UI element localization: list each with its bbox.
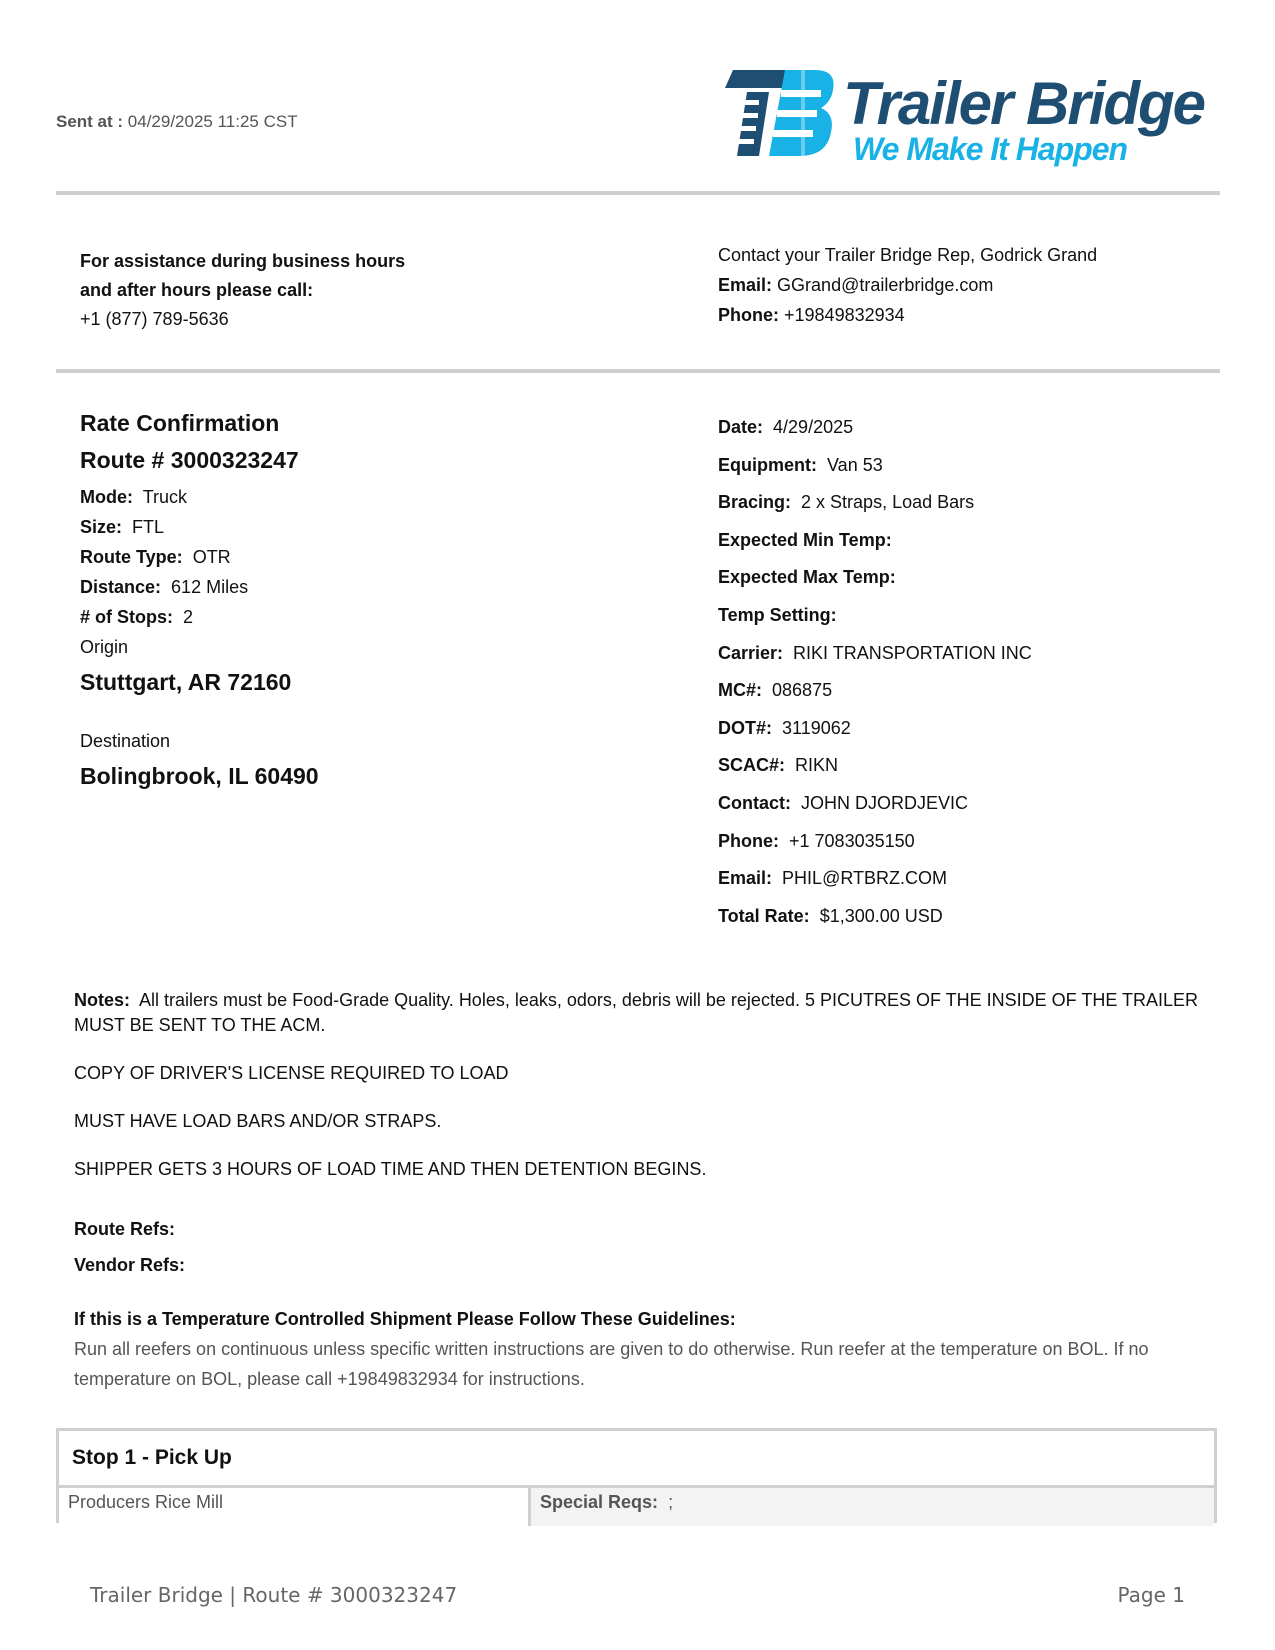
- detail-value[interactable]: PHIL@RTBRZ.COM: [782, 868, 947, 889]
- detail-row: [718, 675, 1032, 713]
- rep-phone-label: Phone:: [718, 305, 779, 325]
- logo-tagline: We Make It Happen: [853, 131, 1128, 167]
- destination-label: Destination: [80, 731, 171, 751]
- distance-label: Distance:: [80, 577, 162, 597]
- notes-block: [74, 988, 1224, 1205]
- rep-phone: +19849832934: [784, 305, 905, 325]
- stop-1-special-reqs: [531, 1488, 1214, 1526]
- detail-value: +1 7083035150: [789, 830, 915, 851]
- assistance-block: [80, 247, 405, 334]
- detail-row: [718, 487, 1032, 525]
- rep-line: Contact your Trailer Bridge Rep, Godrick Grand: [718, 245, 1098, 265]
- divider-top: [56, 191, 1220, 195]
- stop-1-facility: Producers Rice Mill: [59, 1488, 531, 1526]
- assistance-line2: and after hours please call:: [80, 280, 314, 300]
- load-details: [718, 412, 1032, 938]
- detail-row: [718, 600, 1032, 638]
- trailer-bridge-logo: [725, 68, 1225, 173]
- detail-label: SCAC#:: [718, 755, 786, 776]
- detail-label: Expected Max Temp:: [718, 567, 896, 588]
- detail-value: $1,300.00 USD: [819, 905, 943, 926]
- detail-value: 4/29/2025: [773, 417, 854, 437]
- detail-value: JOHN DJORDJEVIC: [801, 792, 969, 813]
- detail-value: RIKN: [795, 755, 839, 776]
- destination-value: Bolingbrook, IL 60490: [80, 763, 319, 789]
- notes-p1: All trailers must be Food-Grade Quality. Holes, leaks, odors, debris will be rejected. 5 PICUTRES OF THE INSIDE OF THE TRAILER MUST BE SENT TO THE ACM.: [74, 990, 1199, 1035]
- sent-at: [56, 112, 298, 132]
- detail-row: [718, 901, 1032, 939]
- detail-value: 086875: [772, 680, 833, 701]
- page-title: Rate Confirmation: [80, 410, 280, 436]
- sent-at-value: 04/29/2025 11:25 CST: [127, 112, 298, 131]
- sent-at-label: Sent at :: [56, 112, 124, 131]
- guidelines-text: Run all reefers on continuous unless specific written instructions are given to do otherwise. Run reefer at the temperature on BOL. If no temperature on BOL, please call +19849832934 for instructions.: [74, 1339, 1149, 1389]
- detail-row: [718, 562, 1032, 600]
- detail-row: [718, 826, 1032, 864]
- detail-value: RIKI TRANSPORTATION INC: [793, 642, 1032, 663]
- route-number: Route # 3000323247: [80, 447, 299, 473]
- notes-p3: MUST HAVE LOAD BARS AND/OR STRAPS.: [74, 1111, 442, 1131]
- detail-row: [718, 638, 1032, 676]
- guidelines-title: If this is a Temperature Controlled Shipment Please Follow These Guidelines:: [74, 1309, 736, 1329]
- detail-label: Date:: [718, 417, 764, 437]
- detail-label: Contact:: [718, 792, 791, 813]
- mode-value: Truck: [142, 487, 188, 507]
- size-label: Size:: [80, 517, 123, 537]
- detail-label: Carrier:: [718, 642, 784, 663]
- stop-1-title: Stop 1 - Pick Up: [59, 1431, 1214, 1488]
- detail-label: Bracing:: [718, 492, 792, 513]
- notes-p4: SHIPPER GETS 3 HOURS OF LOAD TIME AND THEN DETENTION BEGINS.: [74, 1159, 707, 1179]
- special-reqs-value: ;: [668, 1492, 674, 1512]
- route-type-label: Route Type:: [80, 547, 183, 567]
- detail-label: Temp Setting:: [718, 604, 837, 625]
- footer-page-number: Page 1: [1117, 1583, 1185, 1607]
- notes-label: Notes:: [74, 990, 131, 1010]
- route-title-block: [80, 410, 299, 484]
- detail-value: Van 53: [827, 454, 883, 475]
- detail-value: 2 x Straps, Load Bars: [801, 492, 975, 513]
- tb-monogram: [725, 68, 834, 158]
- refs-block: [74, 1219, 185, 1291]
- rep-email[interactable]: GGrand@trailerbridge.com: [777, 275, 994, 295]
- special-reqs-label: Special Reqs:: [540, 1492, 659, 1512]
- size-value: FTL: [132, 517, 165, 537]
- detail-label: Expected Min Temp:: [718, 529, 892, 550]
- detail-label: Total Rate:: [718, 905, 810, 926]
- detail-row: [718, 450, 1032, 488]
- route-refs-label: Route Refs:: [74, 1219, 176, 1239]
- stop-1-panel: [56, 1428, 1217, 1523]
- origin-value: Stuttgart, AR 72160: [80, 669, 292, 695]
- footer-left: Trailer Bridge | Route # 3000323247: [90, 1583, 458, 1607]
- divider-middle: [56, 369, 1220, 373]
- assistance-phone: +1 (877) 789-5636: [80, 309, 229, 329]
- detail-label: Email:: [718, 868, 773, 889]
- detail-label: Equipment:: [718, 454, 817, 475]
- temp-guidelines: [74, 1309, 1224, 1394]
- route-summary: [80, 482, 319, 796]
- detail-row: [718, 788, 1032, 826]
- detail-row: [718, 863, 1032, 901]
- detail-label: Phone:: [718, 830, 779, 851]
- vendor-refs-label: Vendor Refs:: [74, 1255, 186, 1275]
- detail-label: DOT#:: [718, 717, 772, 738]
- logo-name: Trailer Bridge: [843, 70, 1205, 137]
- detail-row: [718, 750, 1032, 788]
- detail-row: [718, 412, 1032, 450]
- detail-row: [718, 525, 1032, 563]
- assistance-line1: For assistance during business hours: [80, 251, 406, 271]
- detail-row: [718, 713, 1032, 751]
- origin-label: Origin: [80, 637, 129, 657]
- rep-block: [718, 240, 1097, 330]
- stops-value: 2: [183, 607, 194, 627]
- detail-value: 3119062: [782, 717, 851, 738]
- stops-label: # of Stops:: [80, 607, 173, 627]
- route-type-value: OTR: [192, 547, 231, 567]
- mode-label: Mode:: [80, 487, 133, 507]
- detail-label: MC#:: [718, 680, 762, 701]
- notes-p2: COPY OF DRIVER'S LICENSE REQUIRED TO LOAD: [74, 1063, 509, 1083]
- distance-value: 612 Miles: [171, 577, 249, 597]
- rep-email-label: Email:: [718, 275, 773, 295]
